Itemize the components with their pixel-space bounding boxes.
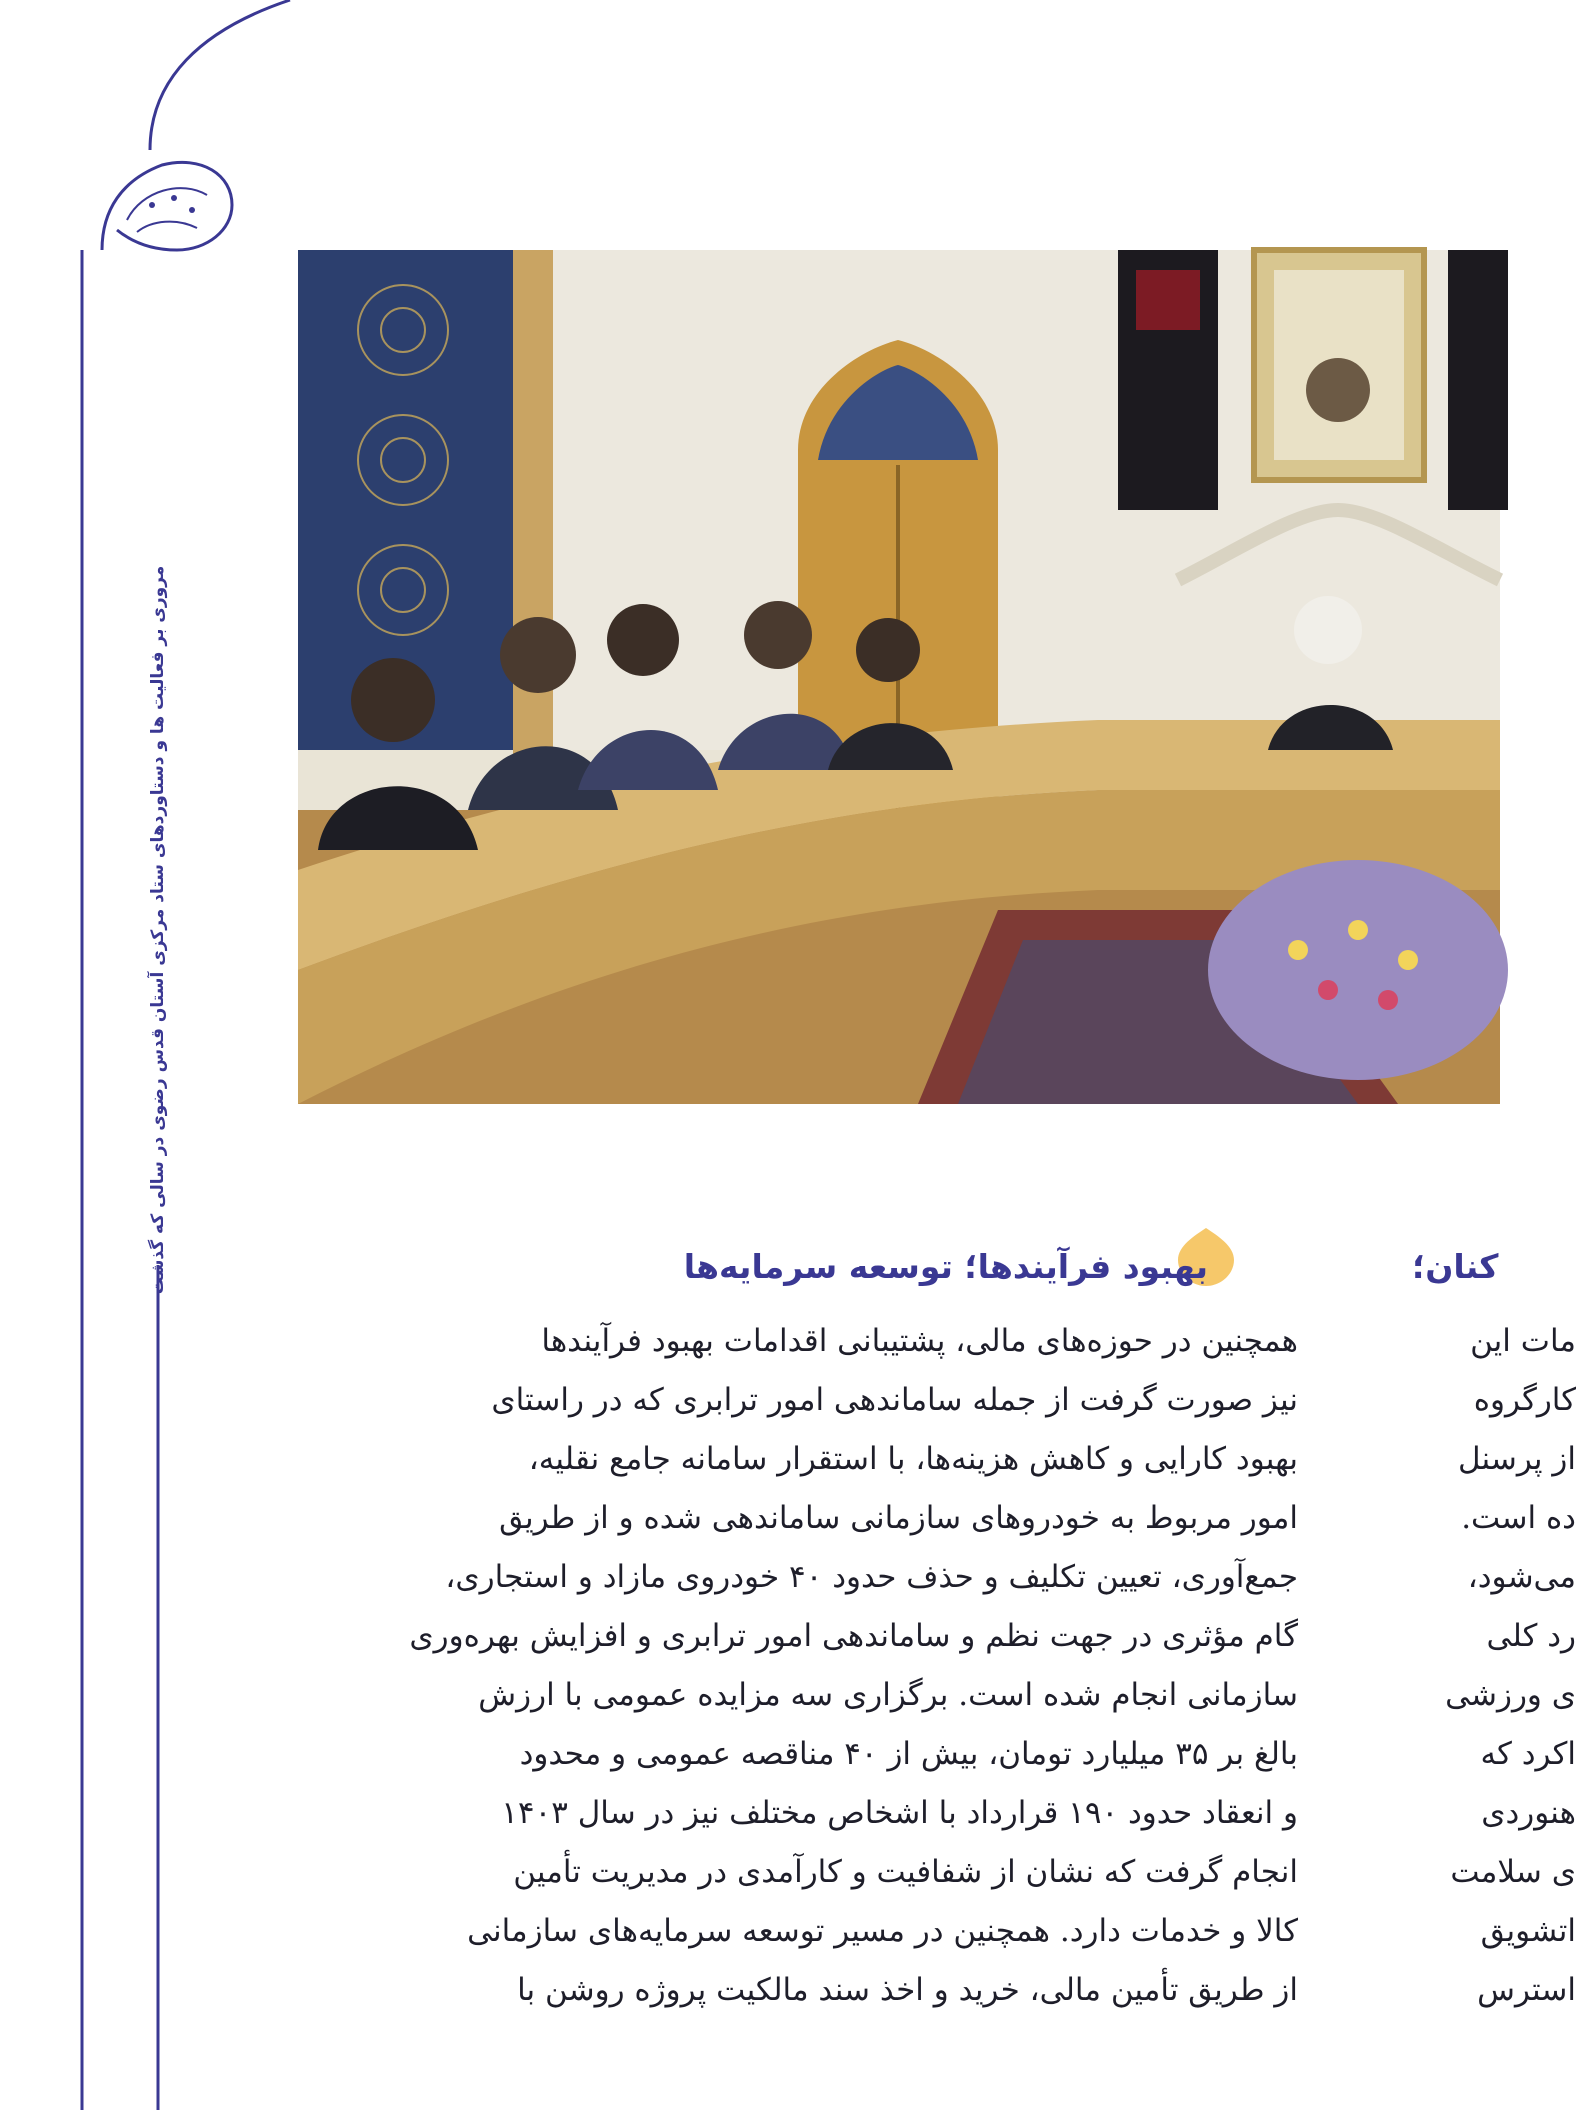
article-line: گام مؤثری در جهت نظم و ساماندهی امور ترابری و افزایش بهره‌وری: [409, 1618, 1298, 1654]
article-line: ده است.: [1461, 1500, 1576, 1536]
article-line: بالغ بر ۳۵ میلیارد تومان، بیش از ۴۰ مناقصه عمومی و محدود: [519, 1736, 1298, 1772]
banner-right: [1448, 250, 1508, 510]
article-line: همچنین در حوزه‌های مالی، پشتیبانی اقدامات بهبود فرآیندها: [541, 1323, 1298, 1359]
article-line: از پرسنل: [1458, 1441, 1576, 1477]
article-line: بهبود کارایی و کاهش هزینه‌ها، با استقرار سامانه جامع نقلیه،: [528, 1441, 1298, 1477]
article-line: ی ورزشی: [1445, 1677, 1576, 1713]
meeting-photo: [298, 250, 1500, 1104]
article-line: اتشویق: [1480, 1913, 1576, 1949]
article-line: رد کلی: [1486, 1618, 1576, 1654]
article-line: ی سلامت: [1450, 1854, 1576, 1890]
article-line: و انعقاد حدود ۱۹۰ قرارداد با اشخاص مختلف نیز در سال ۱۴۰۳: [501, 1795, 1298, 1831]
article-line: می‌شود،: [1467, 1559, 1576, 1595]
section-heading-continued: کنان؛: [1412, 1247, 1499, 1286]
frame-top-curve: [150, 0, 290, 150]
flower-dome: [1208, 860, 1508, 1080]
article-line: استرس: [1477, 1972, 1576, 2008]
article-line: از طریق تأمین مالی، خرید و اخذ سند مالکیت پروژه روشن با: [517, 1972, 1298, 2008]
article-column-main: [298, 1312, 1298, 2020]
article-line: کالا و خدمات دارد. همچنین در مسیر توسعه سرمایه‌های سازمانی: [467, 1913, 1298, 1949]
article-line: هنوردی: [1481, 1795, 1576, 1831]
article-line: نیز صورت گرفت از جمله ساماندهی امور ترابری که در راستای: [491, 1382, 1298, 1418]
article-column-right: [1336, 1312, 1576, 2020]
brand-logo: [92, 150, 242, 260]
running-title: مروری بر فعالیت ها و دستاوردهای ستاد مرکزی آستان قدس رضوی در سالی که گذشت: [148, 565, 168, 1295]
article-line: اکرد که: [1480, 1736, 1576, 1772]
article-line: امور مربوط به خودروهای سازمانی ساماندهی شده و از طریق: [499, 1500, 1298, 1536]
article-line: انجام گرفت که نشان از شفافیت و کارآمدی در مدیریت تأمین: [513, 1854, 1298, 1890]
article-line: جمع‌آوری، تعیین تکلیف و حذف حدود ۴۰ خودروی مازاد و استجاری،: [445, 1559, 1298, 1595]
article-line: سازمانی انجام شده است. برگزاری سه مزایده عمومی با ارزش: [478, 1677, 1298, 1713]
article-line: مات این: [1470, 1323, 1576, 1359]
article-line: کارگروه: [1473, 1382, 1576, 1418]
section-heading: بهبود فرآیندها؛ توسعه سرمایه‌ها: [683, 1247, 1208, 1286]
